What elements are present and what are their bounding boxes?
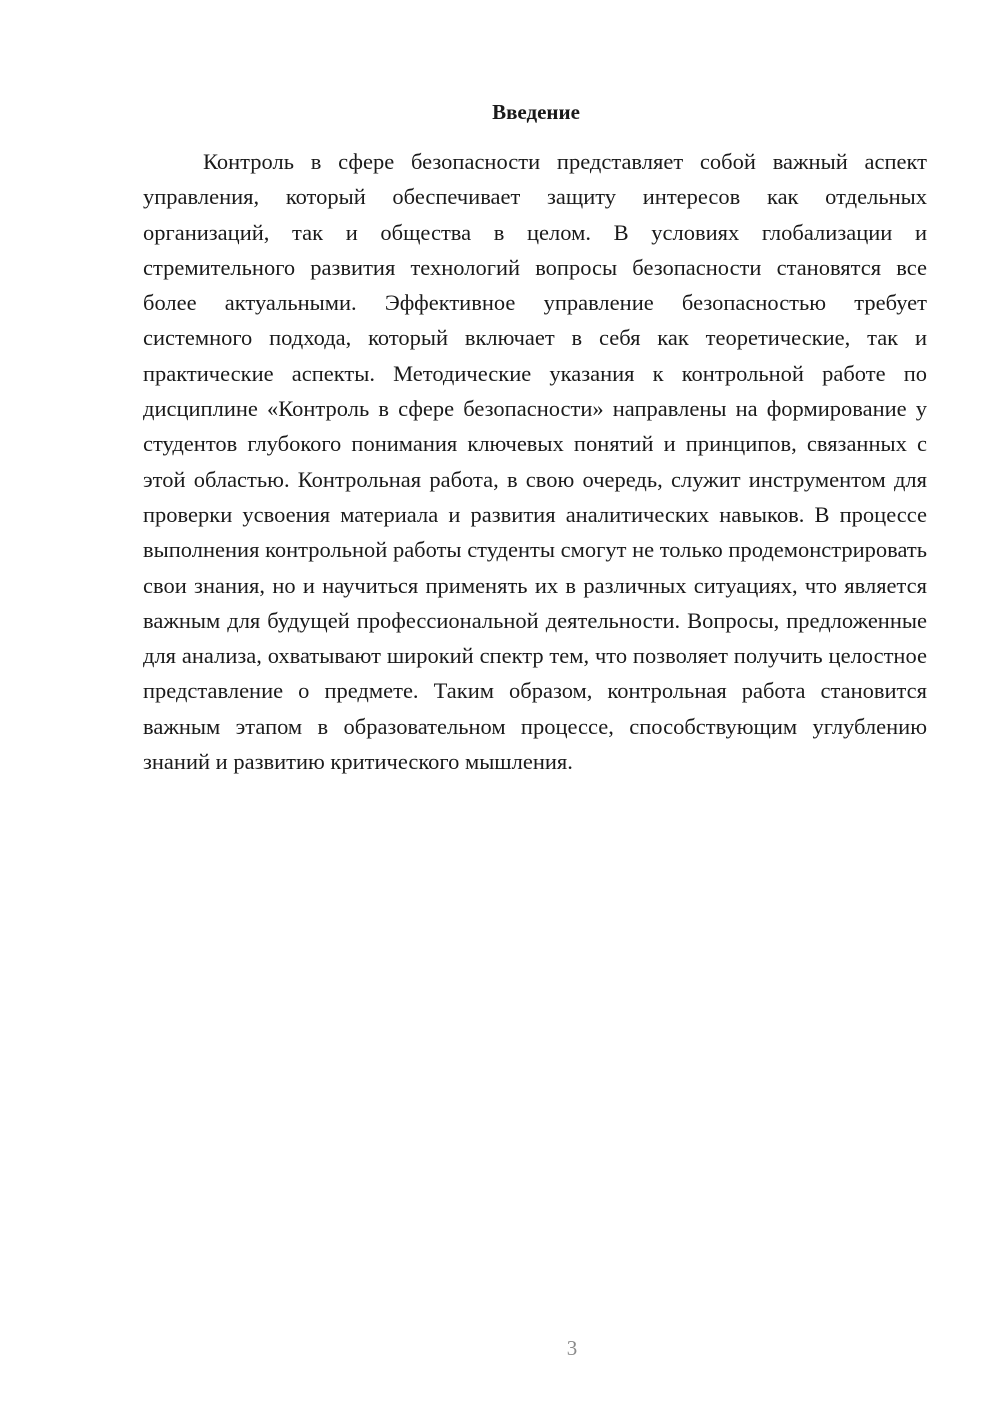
section-heading: Введение (492, 100, 580, 124)
page-number: 3 (566, 1336, 578, 1360)
body-paragraph: Контроль в сфере безопасности представляет собой важный аспект управления, который обеспечивает защиту интересов как отдельных организаций, так и общества в целом. В условиях глобализации и стремительного развития технологий вопросы безопасности становятся все более актуальными. Эффективное управление безопасностью требует системного подхода, который включает в себя как теоретические, так и практические аспекты. Методические указания к контрольной работе по дисциплине «Контроль в сфере безопасности» направлены на формирование у студентов глубокого понимания ключевых понятий и принципов, связанных с этой областью. Контрольная работа, в свою очередь, служит инструментом для проверки усвоения материала и развития аналитических навыков. В процессе выполнения контрольной работы студенты смогут не только продемонстрировать свои знания, но и научиться применять их в различных ситуациях, что является важным для будущей профессиональной деятельности. Вопросы, предложенные для анализа, охватывают широкий спектр тем, что позволяет получить целостное представление о предмете. Таким образом, контрольная работа становится важным этапом в образовательном процессе, способствующим углублению знаний и развитию критического мышления. (143, 149, 927, 775)
